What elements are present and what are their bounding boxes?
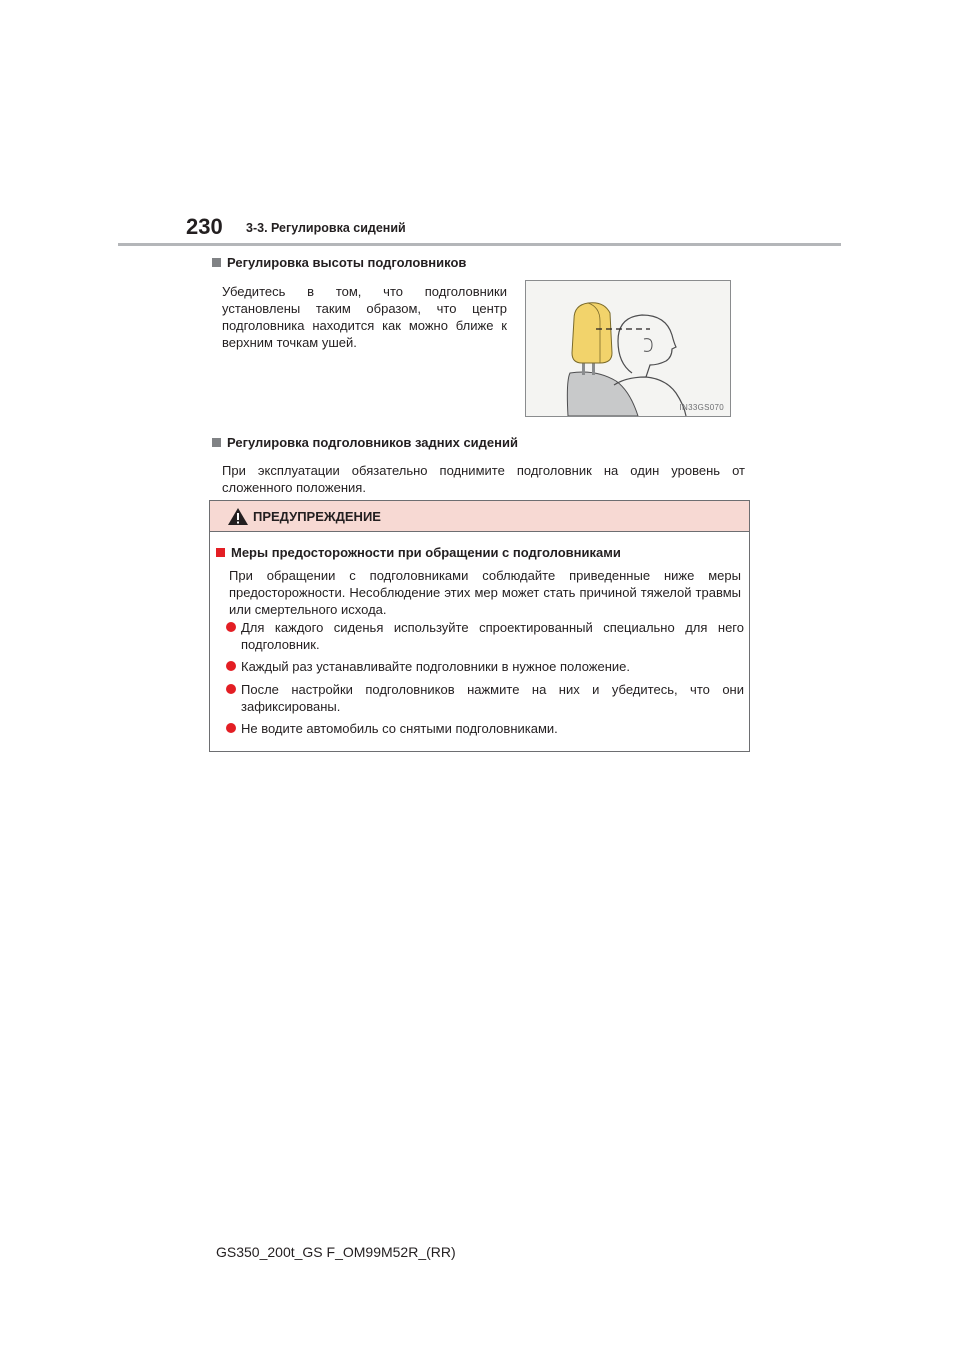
header-rule: [118, 243, 841, 246]
warning-bullet-text: После настройки подголовников нажмите на них и убедитесь, что они зафиксированы.: [241, 682, 744, 714]
square-bullet-icon: [212, 438, 221, 447]
figure-code: IN33GS070: [679, 403, 724, 412]
section-heading-text: Регулировка подголовников задних сидений: [227, 435, 518, 450]
warning-box: [209, 500, 750, 752]
warning-bullet-text: Не водите автомобиль со снятыми подголовниками.: [241, 721, 558, 736]
section-body-text: Убедитесь в том, что подголовники установлены таким образом, что центр подголовника находится как можно ближе к верхним точкам ушей.: [222, 284, 507, 350]
section-body-text: При эксплуатации обязательно поднимите подголовник на один уровень от сложенного положения.: [222, 463, 745, 495]
headrest-illustration: [525, 280, 731, 417]
warning-bullet-text: Для каждого сиденья используйте спроектированный специально для него подголовник.: [241, 620, 744, 652]
warning-triangle-icon: [227, 507, 249, 526]
warning-header: [210, 501, 749, 532]
warning-bullet: [226, 681, 744, 715]
bullet-dot-icon: [226, 684, 236, 694]
warning-bullet: [226, 658, 744, 675]
square-bullet-icon: [216, 548, 225, 557]
bullet-dot-icon: [226, 661, 236, 671]
footer-document-code: GS350_200t_GS F_OM99M52R_(RR): [216, 1244, 456, 1260]
warning-subheading-text: Меры предосторожности при обращении с подголовниками: [231, 545, 621, 560]
page-number: 230: [186, 214, 223, 239]
section-heading-rear: [212, 435, 518, 450]
headrest-drawing: [526, 281, 730, 416]
warning-title: ПРЕДУПРЕЖДЕНИЕ: [253, 509, 381, 524]
bullet-dot-icon: [226, 723, 236, 733]
warning-subheading: [216, 545, 621, 560]
warning-bullet: [226, 720, 744, 737]
square-bullet-icon: [212, 258, 221, 267]
warning-bullet-text: Каждый раз устанавливайте подголовники в нужное положение.: [241, 659, 630, 674]
section-heading-text: Регулировка высоты подголовников: [227, 255, 467, 270]
warning-bullet: [226, 619, 744, 653]
section-heading-height: [212, 255, 466, 270]
chapter-title: 3-3. Регулировка сидений: [246, 221, 406, 235]
warning-intro-text: При обращении с подголовниками соблюдайте приведенные ниже меры предосторожности. Несоблюдение этих мер может стать причиной тяжелой травмы или смертельного исхода.: [229, 568, 741, 617]
bullet-dot-icon: [226, 622, 236, 632]
